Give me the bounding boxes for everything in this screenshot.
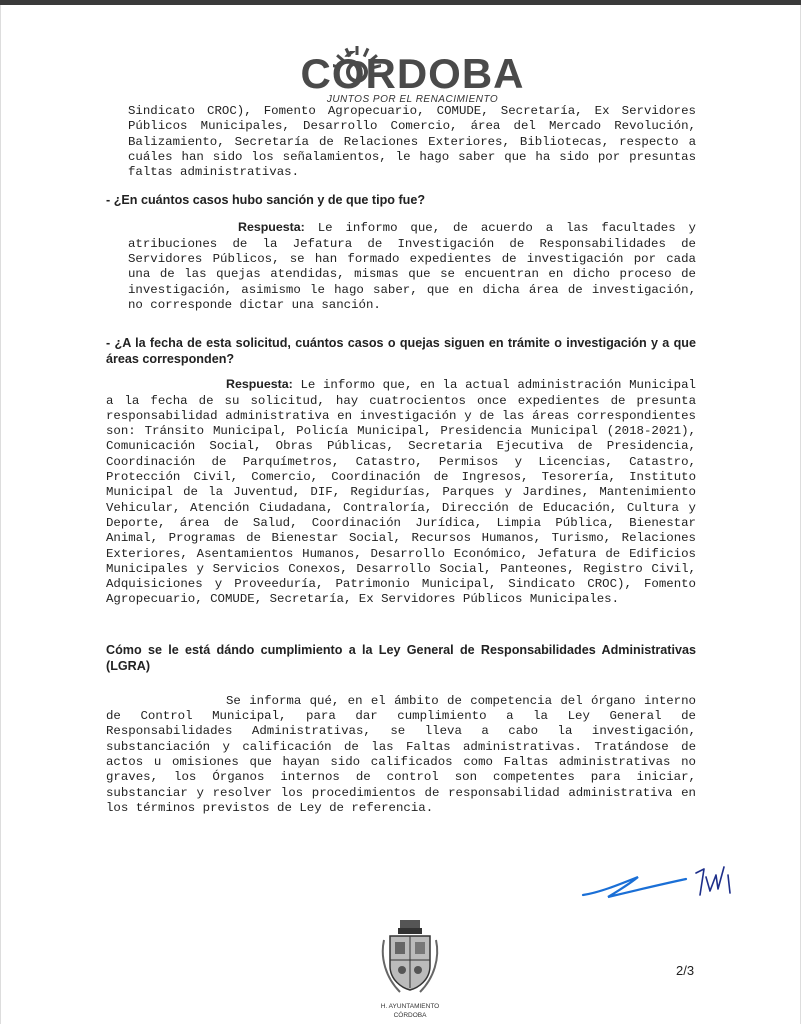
answer-2 xyxy=(106,377,696,607)
answer-2-label: Respuesta: xyxy=(226,377,293,392)
intro-continuation: Sindicato CROC), Fomento Agropecuario, COMUDE, Secretaría, Ex Servidores Públicos Municipales, Desarrollo Comercio, área del Mercado Revolución, Balizamiento, Secretaría de Relaciones Exteriores, Bibliotecas, respecto a cuáles han sido los señalamientos, le hago saber que ha sido por presuntas faltas administrativas. xyxy=(128,104,696,180)
question-3: Cómo se le está dándo cumplimiento a la Ley General de Responsabilidades Administrativas (LGRA) xyxy=(106,642,696,673)
logo-tagline: JUNTOS POR EL RENACIMIENTO xyxy=(326,94,499,105)
answer-1 xyxy=(106,220,696,313)
cordoba-logo xyxy=(300,40,525,110)
coat-of-arms-seal xyxy=(378,918,442,998)
seal-caption xyxy=(350,1002,470,1020)
answer-3: Se informa qué, en el ámbito de competencia del órgano interno de Control Municipal, para dar cumplimiento a la Ley General de Responsabilidades Administrativas, se lleva a cabo la investigación, substanciación y calificación de las Faltas administrativas. Tratándose de actos u omisiones que hayan sido calificados como Faltas administrativas no graves, los Órganos internos de control son competentes para iniciar, substanciar y resolver los procedimientos de responsabilidad administrativa en los términos previstos de Ley de referencia. xyxy=(106,693,696,815)
seal-caption-line1: H. AYUNTAMIENTO xyxy=(380,1003,440,1010)
page-number: 2/3 xyxy=(676,963,695,978)
handwritten-signature xyxy=(578,855,743,915)
seal-caption-line2: CÓRDOBA xyxy=(393,1012,427,1019)
answer-1-text: Le informo que, de acuerdo a las facultades y atribuciones de la Jefatura de Investigación de Responsabilidades de Servidores Públicos, se han formado expedientes de investigación por cada una de las quejas atendidas, mismas que se encuentran en dicho proceso de investigación, asimismo le hago saber, que en dicha área de investigación, no corresponde dictar una sanción. xyxy=(128,221,696,312)
question-1: - ¿En cuántos casos hubo sanción y de que tipo fue? xyxy=(106,193,426,208)
answer-1-label: Respuesta: xyxy=(238,220,305,235)
document-body xyxy=(106,104,696,816)
logo-wordmark: CÓRDOBA xyxy=(300,50,525,97)
question-2: - ¿A la fecha de esta solicitud, cuántos casos o quejas siguen en trámite o investigación y a que áreas corresponden? xyxy=(106,336,696,367)
answer-2-text: Le informo que, en la actual administración Municipal a la fecha de su solicitud, hay cuatrocientos once expedientes de presunta responsabilidad administrativa en investigación y de las áreas correspondientes son: Tránsito Municipal, Policía Municipal, Presidencia Municipal (2018-2021), Comunicación Social, Obras Públicas, Secretaria Ejecutiva de Presidencia, Coordinación de Parquímetros, Catastro, Permisos y Licencias, Catastro, Protección Civil, Comercio, Coordinación de Ingresos, Tesorería, Instituto Municipal de la Juventud, DIF, Regidurías, Parques y Jardines, Mantenimiento Vehicular, Atención Ciudadana, Contraloría, Dirección de Educación, Cultura y Deporte, área de Salud, Coordinación Jurídica, Limpia Pública, Bienestar Animal, Programas de Bienestar Social, Recursos Humanos, Turismo, Relaciones Exteriores, Asentamientos Humanos, Desarrollo Económico, Jefatura de Edificios Municipales y Servicios Conexos, Desarrollo Social, Panteones, Registro Civil, Adquisiciones y Proveeduría, Patrimonio Municipal, Sindicato CROC), Fomento Agropecuario, COMUDE, Secretaría, Ex Servidores Públicos Municipales. xyxy=(106,378,696,607)
